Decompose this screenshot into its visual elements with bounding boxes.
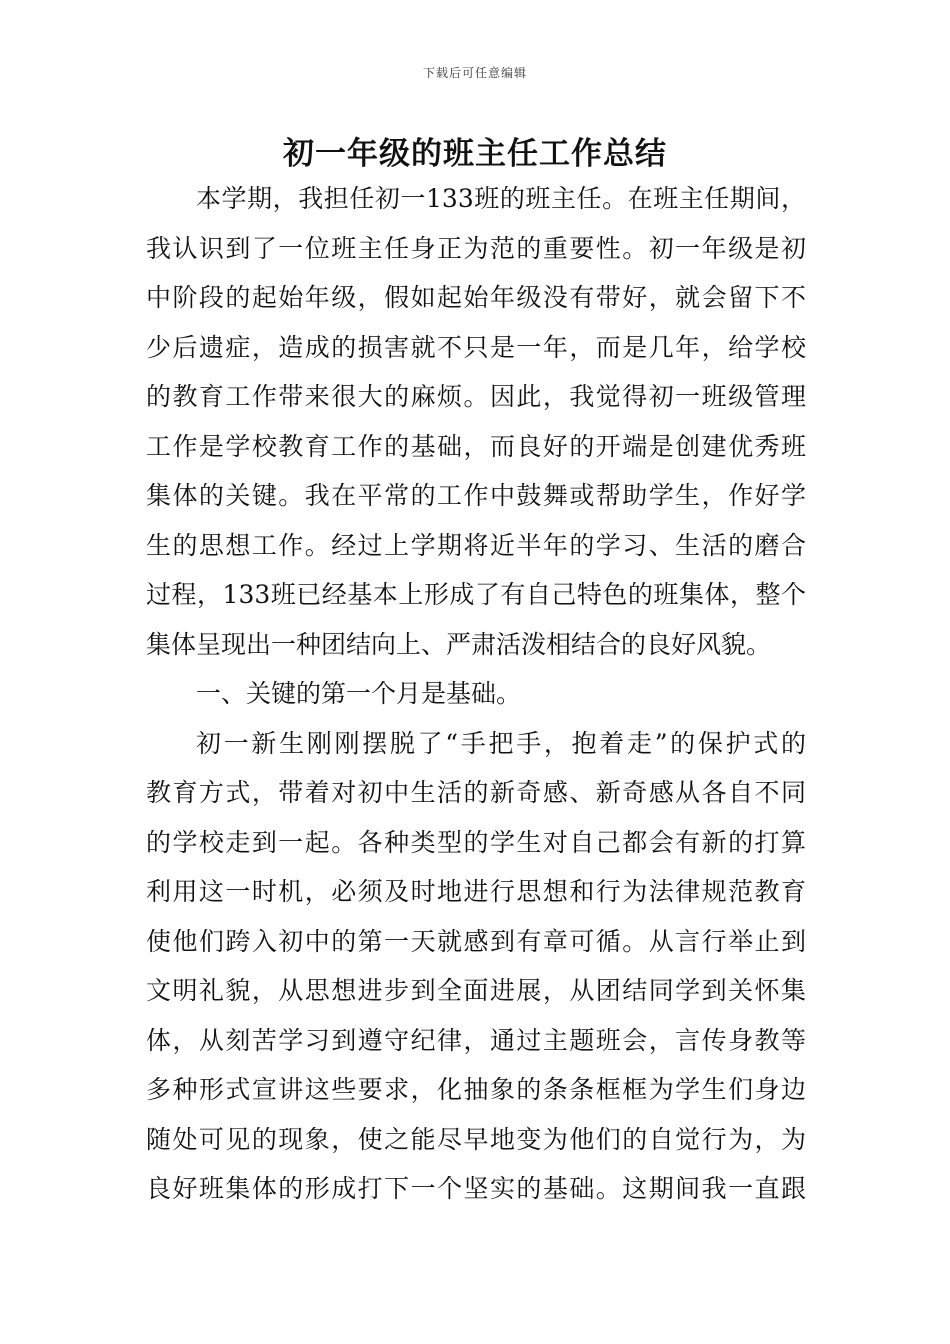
paragraph-line: 中阶段的起始年级，假如起始年级没有带好，就会留下不 <box>146 283 806 312</box>
paragraph-line: 集体呈现出一种团结向上、严肃活泼相结合的良好风貌。 <box>146 629 772 659</box>
paragraph-line: 少后遗症，造成的损害就不只是一年，而是几年，给学校 <box>146 332 806 362</box>
paragraph-line: 工作是学校教育工作的基础，而良好的开端是创建优秀班 <box>146 431 806 461</box>
paragraph-line: 本学期，我担任初一133班的班主任。在班主任期间， <box>196 184 806 213</box>
paragraph-line: 随处可见的现象，使之能尽早地变为他们的自觉行为，为 <box>146 1124 806 1154</box>
paragraph-line: 良好班集体的形成打下一个坚实的基础。这期间我一直跟 <box>146 1174 806 1203</box>
paragraph-line: 多种形式宣讲这些要求，化抽象的条条框框为学生们身边 <box>146 1075 806 1104</box>
paragraph-line: 使他们跨入初中的第一天就感到有章可循。从言行举止到 <box>146 926 806 956</box>
section-heading: 一、关键的第一个月是基础。 <box>196 679 522 708</box>
paragraph-line: 体，从刻苦学习到遵守纪律，通过主题班会，言传身教等 <box>146 1025 806 1055</box>
paragraph-line: 的学校走到一起。各种类型的学生对自己都会有新的打算 <box>146 827 806 857</box>
paragraph-line: 文明礼貌，从思想进步到全面进展，从团结同学到关怀集 <box>146 976 806 1005</box>
paragraph-line: 初一新生刚刚摆脱了“手把手，抱着走”的保护式的 <box>196 728 806 758</box>
paragraph-line: 过程，133班已经基本上形成了有自己特色的班集体，整个 <box>146 580 806 609</box>
header-note: 下载后可任意编辑 <box>422 66 527 80</box>
document-title: 初一年级的班主任工作总结 <box>283 136 667 172</box>
paragraph-line: 集体的关键。我在平常的工作中鼓舞或帮助学生，作好学 <box>146 481 806 510</box>
paragraph-line: 教育方式，带着对初中生活的新奇感、新奇感从各自不同 <box>146 778 806 807</box>
paragraph-line: 生的思想工作。经过上学期将近半年的学习、生活的磨合 <box>146 530 806 560</box>
paragraph-line: 的教育工作带来很大的麻烦。因此，我觉得初一班级管理 <box>146 382 806 411</box>
paragraph-line: 利用这一时机，必须及时地进行思想和行为法律规范教育 <box>146 877 806 906</box>
paragraph-line: 我认识到了一位班主任身正为范的重要性。初一年级是初 <box>146 233 806 263</box>
body-text <box>146 174 806 1214</box>
